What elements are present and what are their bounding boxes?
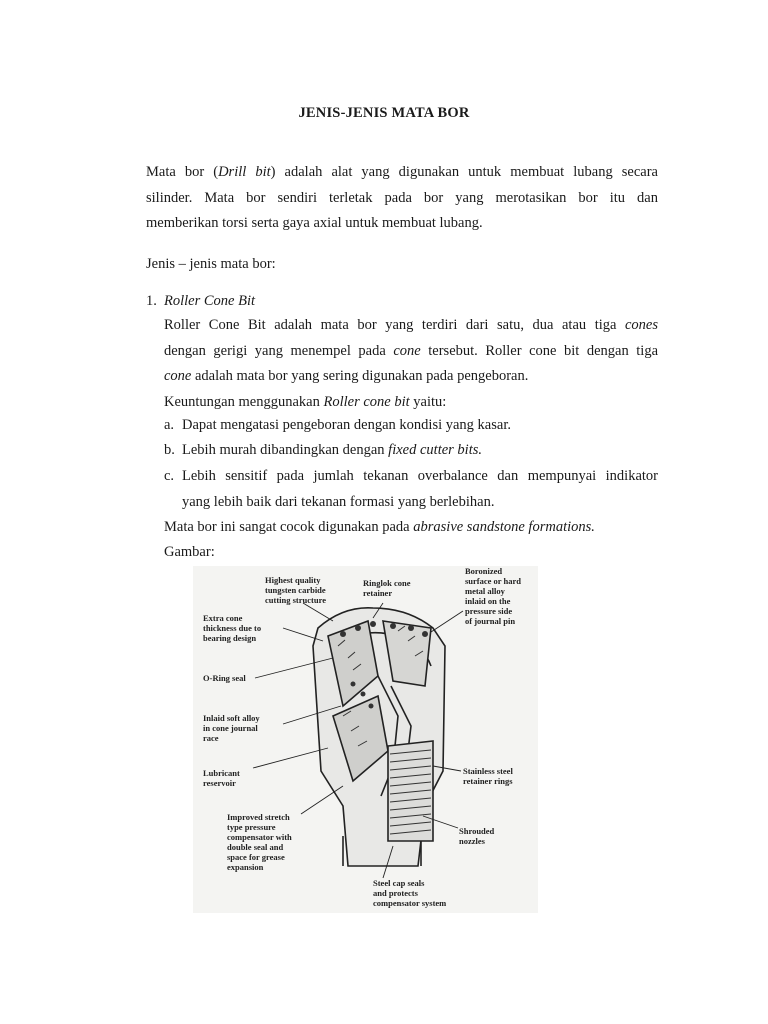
item-number: 1.: [146, 293, 157, 309]
item-description: [164, 313, 658, 415]
intro-line-1: Mata bor (Drill bit) adalah alat yang digunakan untuk membuat lubang secara: [146, 164, 658, 180]
document-title: JENIS-JENIS MATA BOR: [298, 105, 470, 121]
desc-line-2: dengan gerigi yang menempel pada cone tersebut. Roller cone bit dengan tiga: [164, 342, 658, 359]
label-lubricant-reservoir: Lubricant reservoir: [203, 768, 240, 788]
list-item-c-line-1: Lebih sensitif pada jumlah tekanan overbalance dan mempunyai indikator: [182, 468, 658, 484]
types-heading: Jenis – jenis mata bor:: [146, 256, 276, 272]
figure-caption: Gambar:: [164, 544, 215, 560]
list-item-b: Lebih murah dibandingkan dengan fixed cutter bits.: [182, 442, 482, 458]
list-item-c: [182, 464, 658, 515]
label-ringlok-retainer: Ringlok cone retainer: [363, 578, 411, 598]
label-extra-cone-thickness: Extra cone thickness due to bearing design: [203, 613, 262, 643]
roller-cone-bit-figure: [193, 566, 538, 913]
label-boronized-surface: Boronized surface or hard metal alloy inlaid on the pressure side of journal pin: [465, 566, 522, 626]
item-name: Roller Cone Bit: [164, 293, 256, 309]
intro-line-3: memberikan torsi serta gaya axial untuk membuat lubang.: [146, 215, 483, 231]
list-item-a: Dapat mengatasi pengeboran dengan kondisi yang kasar.: [182, 417, 511, 433]
label-pressure-compensator: Improved stretch type pressure compensator with double seal and space for grease expansion: [227, 812, 292, 872]
desc-line-3: cone adalah mata bor yang sering digunakan pada pengeboran.: [164, 368, 529, 384]
label-retainer-rings: Stainless steel retainer rings: [463, 766, 513, 786]
label-inlaid-soft-alloy: Inlaid soft alloy in cone journal race: [203, 713, 260, 743]
list-letter-c: c.: [164, 468, 175, 484]
label-cutting-structure: Highest quality tungsten carbide cutting structure: [265, 575, 326, 605]
desc-line-1: Roller Cone Bit adalah mata bor yang terdiri dari satu, dua atau tiga cones: [164, 317, 658, 333]
intro-paragraph: [146, 160, 658, 237]
list-letter-b: b.: [164, 442, 175, 458]
intro-line-2: silinder. Mata bor sendiri terletak pada bor yang merotasikan bor itu dan: [146, 189, 658, 206]
label-o-ring-seal: O-Ring seal: [203, 673, 246, 683]
label-shrouded-nozzles: Shrouded nozzles: [459, 826, 495, 846]
suitability-text: Mata bor ini sangat cocok digunakan pada abrasive sandstone formations.: [164, 519, 595, 535]
advantage-intro: Keuntungan menggunakan Roller cone bit yaitu:: [164, 393, 447, 410]
label-steel-cap-seals: Steel cap seals and protects compensator system: [373, 878, 447, 908]
roller-cone-bit-diagram: [193, 566, 538, 913]
list-item-c-line-2: yang lebih baik dari tekanan formasi yang berlebihan.: [182, 493, 495, 510]
list-letter-a: a.: [164, 417, 175, 433]
